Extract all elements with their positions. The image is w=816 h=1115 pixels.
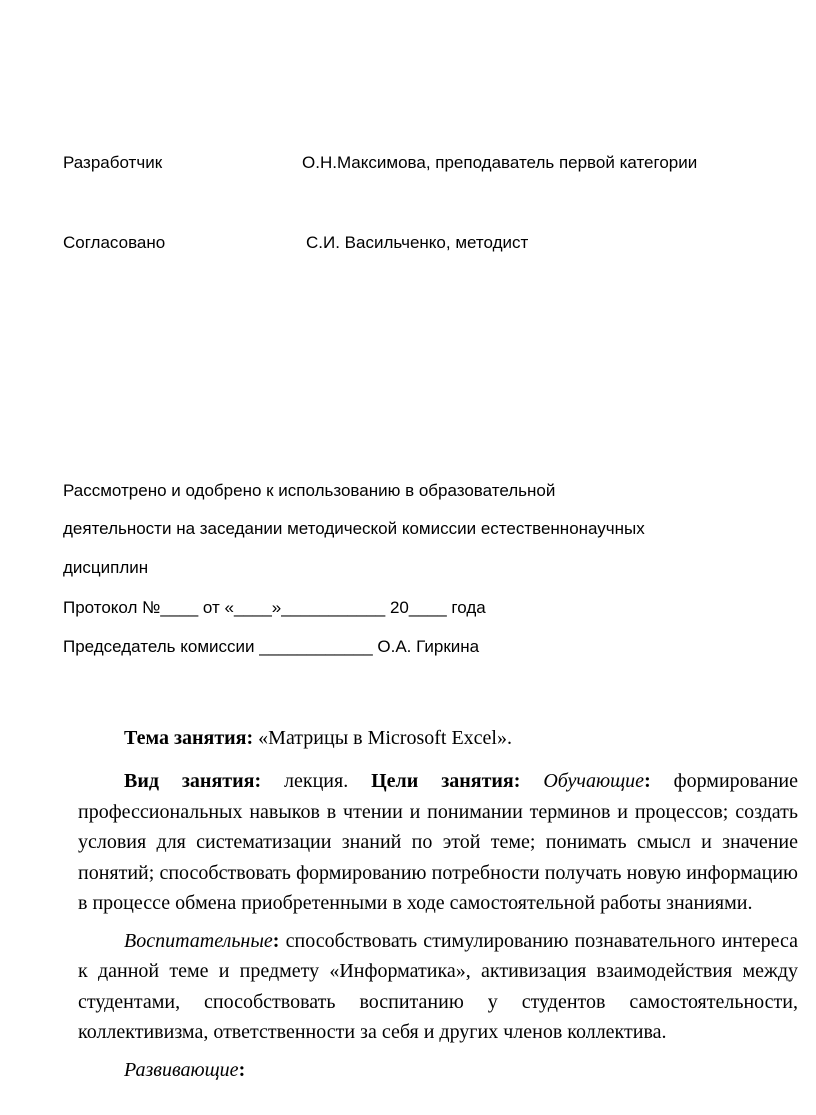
edu-text: формирование профессиональных навыков в чтении и понимании терминов и процессов; создать условия для систематизации знаний по этой теме; понимать смысл и значение понятий; способствовать формированию потребности получать новую информацию в процессе обмена приобретенными в ходе самостоятельной работы знаниями. — [78, 770, 798, 914]
lesson-body — [78, 766, 798, 1085]
developing-colon: : — [238, 1058, 246, 1081]
developing-label: Развивающие — [124, 1058, 239, 1081]
review-line-3: дисциплин — [63, 558, 149, 577]
upbringing-paragraph — [78, 926, 798, 1048]
agreed-label: Согласовано — [63, 233, 166, 252]
review-line-1: Рассмотрено и одобрено к использованию в образовательной — [63, 481, 556, 500]
type-label: Вид занятия: — [124, 770, 262, 792]
edu-colon: : — [644, 770, 651, 792]
agreed-value: С.И. Васильченко, методист — [306, 233, 529, 252]
topic-label: Тема занятия: — [124, 727, 254, 749]
developing-paragraph — [78, 1055, 798, 1086]
developer-label: Разработчик — [63, 153, 163, 172]
edu-label: Обучающие — [520, 770, 645, 792]
goals-label: Цели занятия: — [371, 770, 521, 792]
lesson-topic — [124, 728, 512, 748]
upbringing-colon: : — [272, 929, 280, 952]
review-line-2: деятельности на заседании методической комиссии естественнонаучных — [63, 519, 645, 538]
developer-value: О.Н.Максимова, преподаватель первой категории — [302, 153, 698, 172]
upbringing-text: способствовать стимулированию познавательного интереса к данной теме и предмету «Информатика», активизация взаимодействия между студентами, способствовать воспитанию у студентов самостоятельности, коллективизма, ответственности за себя и других членов коллектива. — [78, 929, 798, 1043]
protocol-line: Протокол №____ от «____»___________ 20____ года — [63, 598, 486, 617]
type-value: лекция. — [261, 770, 372, 792]
upbringing-label: Воспитательные — [124, 929, 273, 952]
chair-line: Председатель комиссии ____________ О.А. Гиркина — [63, 637, 480, 656]
lesson-type-paragraph — [78, 766, 798, 919]
topic-value: «Матрицы в Microsoft Excel». — [253, 727, 512, 749]
